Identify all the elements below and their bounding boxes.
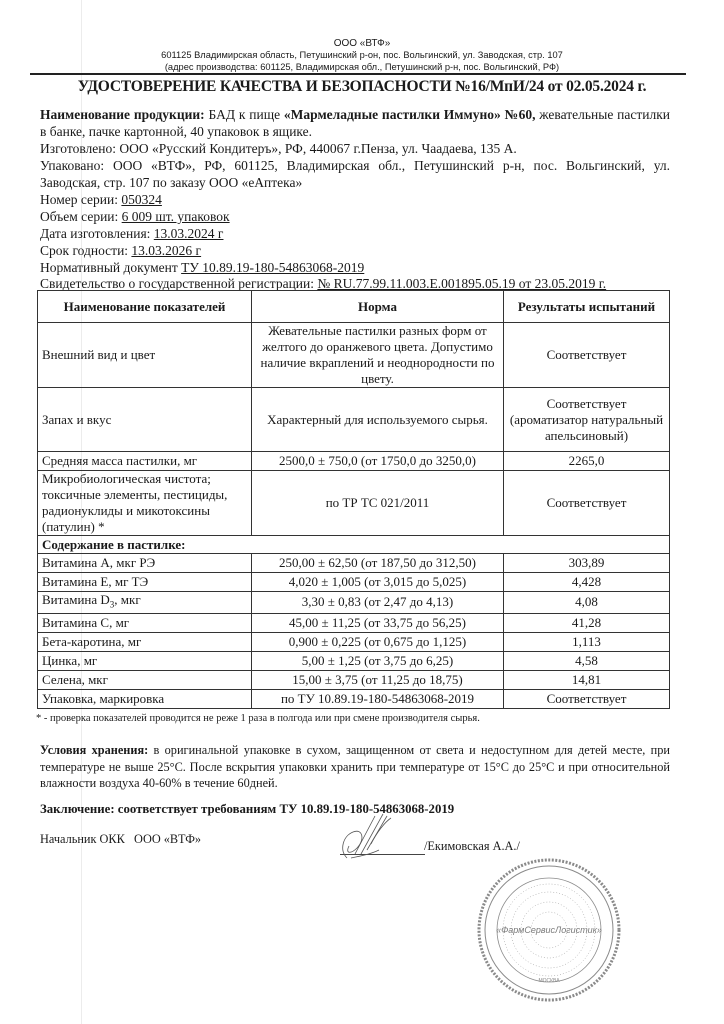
company-address: 601125 Владимирская область, Петушинский р-он, пос. Вольгинский, ул. Заводская, стр. 107 [161,50,563,60]
row-name: Запах и вкус [38,388,252,452]
row-norm: 2500,0 ± 750,0 (от 1750,0 до 3250,0) [252,452,504,471]
row-result: Соответствует [504,323,670,388]
table-row [38,471,670,536]
company-name: ООО «ВТФ» [333,38,391,49]
field-value: 13.03.2026 г [131,243,202,258]
row-name: Микробиологическая чистота; токсичные элементы, пестициды, радионуклиды и микотоксины (патулин) * [38,471,252,536]
header-indicator: Наименование показателей [38,291,252,323]
handwritten-signature [335,810,405,860]
storage-conditions [40,742,670,792]
field-manufacture-date [40,225,670,242]
table-row [38,592,670,614]
row-name: Упаковка, маркировка [38,689,252,708]
header-norm: Норма [252,291,504,323]
field-value: ТУ 10.89.19-180-54863068-2019 [181,260,365,275]
row-norm: 4,020 ± 1,005 (от 3,015 до 5,025) [252,573,504,592]
row-result: Соответствует [504,689,670,708]
table-footnote: * - проверка показателей проводится не реже 1 раза в полгода или при смене производителя сырья. [36,713,480,724]
row-result: 4,428 [504,573,670,592]
conclusion-text: соответствует требованиям ТУ 10.89.19-180-54863068-2019 [114,802,455,816]
table-row [38,689,670,708]
field-normative-document [40,259,670,276]
specification-table [37,290,670,709]
row-name: Средняя масса пастилки, мг [38,452,252,471]
row-result: 4,58 [504,651,670,670]
field-value: 050324 [121,192,162,207]
row-name [38,592,252,614]
header-divider [30,73,686,75]
packed-by: Упаковано: ООО «ВТФ», РФ, 601125, Владимирская обл., Петушинский р-н, пос. Вольгинский, ул. Заводская, стр. 107 по заказу ООО «еАптека» [40,158,670,190]
row-result: 14,81 [504,670,670,689]
table-row [38,632,670,651]
row-result: 41,28 [504,613,670,632]
row-result: Соответствует (ароматизатор натуральный апельсиновый) [504,388,670,452]
table-row [38,452,670,471]
row-norm: 250,00 ± 62,50 (от 187,50 до 312,50) [252,554,504,573]
row-result: 303,89 [504,554,670,573]
row-result: 4,08 [504,592,670,614]
table-row [38,651,670,670]
row-norm: 5,00 ± 1,25 (от 3,75 до 6,25) [252,651,504,670]
table-row [38,613,670,632]
row-name: Внешний вид и цвет [38,323,252,388]
signer-position: Начальник ОКК ООО «ВТФ» [40,832,202,846]
row-norm: 45,00 ± 11,25 (от 33,75 до 56,25) [252,613,504,632]
storage-label: Условия хранения: [40,743,149,757]
manufactured-by: Изготовлено: ООО «Русский Кондитеръ», РФ, 440067 г.Пенза, ул. Чаадаева, 135 А. [40,141,517,156]
document-title: УДОСТОВЕРЕНИЕ КАЧЕСТВА И БЕЗОПАСНОСТИ №16/МпИ/24 от 02.05.2024 г. [77,78,647,95]
row-norm: 0,900 ± 0,225 (от 0,675 до 1,125) [252,632,504,651]
table-section-row [38,536,670,554]
row-name: Витамина С, мг [38,613,252,632]
company-stamp [477,858,621,1002]
field-value: 13.03.2024 г [153,226,224,241]
field-label: Срок годности: [40,243,132,258]
row-name-tail: , мкг [114,592,141,607]
row-name-main: Витамина D [42,592,110,607]
field-value: 6 009 шт. упаковок [121,209,230,224]
row-norm: по ТР ТС 021/2011 [252,471,504,536]
stamp-city: МОСКВА [538,978,560,984]
row-norm: по ТУ 10.89.19-180-54863068-2019 [252,689,504,708]
field-label: Дата изготовления: [40,226,154,241]
row-name: Бета-каротина, мг [38,632,252,651]
table-header-row [38,291,670,323]
row-name: Селена, мкг [38,670,252,689]
row-norm: Характерный для используемого сырья. [252,388,504,452]
field-label: Номер серии: [40,192,122,207]
row-name: Цинка, мг [38,651,252,670]
conclusion-label: Заключение: [40,802,115,816]
product-name: «Мармеладные пастилки Иммуно» №60, [283,107,536,122]
field-value: № RU.77.99.11.003.Е.001895.05.19 от 23.05.2019 г. [317,276,607,291]
field-label: Свидетельство о государственной регистрации: [40,276,318,291]
header-results: Результаты испытаний [504,291,670,323]
signer-name: /Екимовская А.А./ [424,839,520,853]
table-row [38,323,670,388]
row-name: Витамина Е, мг ТЭ [38,573,252,592]
row-result: 2265,0 [504,452,670,471]
table-row [38,554,670,573]
row-norm: 3,30 ± 0,83 (от 2,47 до 4,13) [252,592,504,614]
table-row [38,573,670,592]
storage-text: в оригинальной упаковке в сухом, защищенном от света и недоступном для детей месте, при температуре не выше 25°C. После вскрытия упаковки хранить при температуре от 15°C до 25°C и при относительной влажности воздуха 40-60% в течение 60дней. [40,743,670,790]
product-label: Наименование продукции: [40,107,205,122]
field-batch-number [40,191,670,208]
row-name: Витамина А, мкг РЭ [38,554,252,573]
field-label: Нормативный документ [40,260,182,275]
row-result: Соответствует [504,471,670,536]
stamp-center-text: «ФармСервисЛогистик» [496,925,602,935]
production-address: (адрес производства: 601125, Владимирская обл., Петушинский р-н, пос. Вольгинский, РФ) [164,62,560,72]
table-row [38,388,670,452]
product-description: жевательные пастилки в банке, пачке картонной, 40 упаковок в ящике. [40,107,671,139]
row-name-subscript: 3 [109,599,115,610]
table-row [38,670,670,689]
row-result: 1,113 [504,632,670,651]
product-prefix: БАД к пище [208,107,281,122]
field-label: Объем серии: [40,209,122,224]
product-info [40,106,670,140]
section-label: Содержание в пастилке: [38,536,670,554]
field-batch-volume [40,208,670,225]
field-expiry-date [40,242,670,259]
row-norm: 15,00 ± 3,75 (от 11,25 до 18,75) [252,670,504,689]
row-norm: Жевательные пастилки разных форм от желтого до оранжевого цвета. Допустимо наличие вкраплений и неоднородности по цвету. [252,323,504,388]
